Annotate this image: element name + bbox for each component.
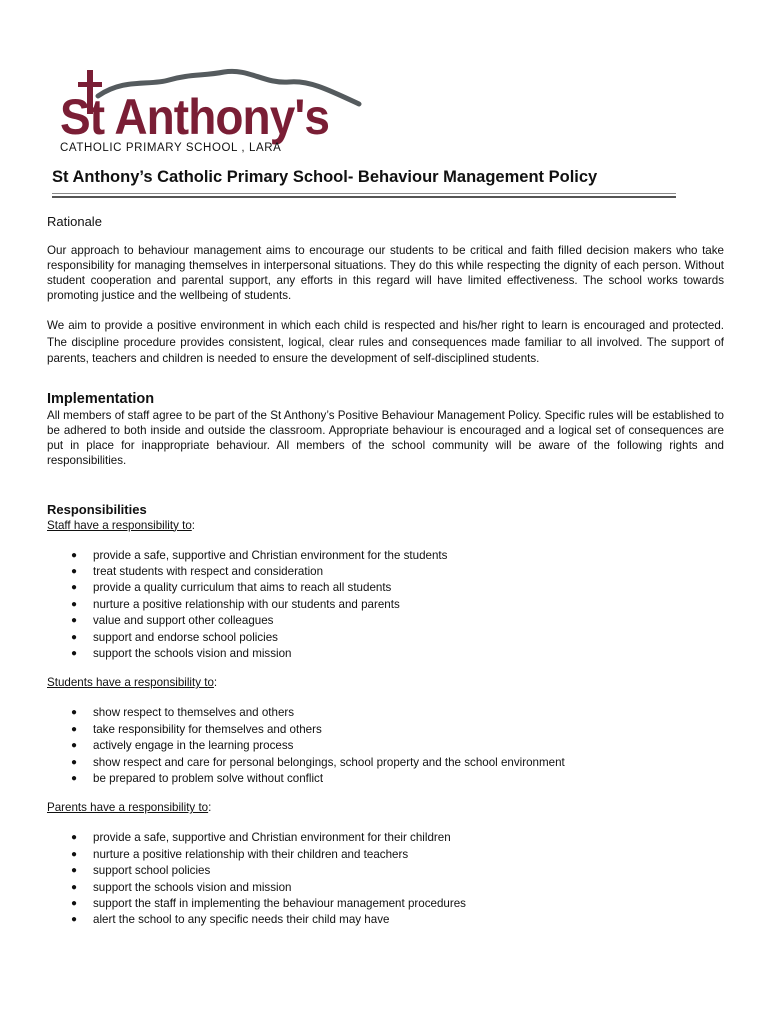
- staff-responsibility-item: [47, 580, 724, 596]
- list-item-text: support and endorse school policies: [93, 630, 278, 644]
- students-responsibility-list: [47, 705, 724, 787]
- list-item-text: take responsibility for themselves and others: [93, 722, 322, 736]
- parents-responsibility-item: [47, 847, 724, 863]
- students-responsibility-item: [47, 771, 724, 787]
- bullet-icon: ●: [71, 756, 78, 768]
- list-item-text: provide a quality curriculum that aims to reach all students: [93, 581, 392, 595]
- students-responsibility-item: [47, 722, 724, 738]
- list-item-text: alert the school to any specific needs their child may have: [93, 913, 390, 927]
- staff-responsibility-item: [47, 630, 724, 646]
- bullet-icon: ●: [71, 848, 78, 860]
- list-item-text: support school policies: [93, 864, 211, 878]
- logo-wordmark: St Anthony's: [60, 89, 330, 145]
- bullet-icon: ●: [71, 881, 78, 893]
- list-item-text: show respect and care for personal belongings, school property and the school environment: [93, 755, 565, 769]
- document-title: St Anthony’s Catholic Primary School- Behaviour Management Policy: [52, 168, 598, 186]
- list-item-text: provide a safe, supportive and Christian environment for their children: [93, 831, 451, 845]
- title-divider-thick: [52, 196, 676, 198]
- students-responsibility-label: Students have a responsibility to:: [47, 676, 218, 690]
- staff-responsibility-item: [47, 597, 724, 613]
- bullet-icon: ●: [71, 914, 78, 926]
- list-item-text: actively engage in the learning process: [93, 739, 294, 753]
- list-item-text: treat students with respect and consideration: [93, 564, 324, 578]
- rationale-paragraph-1: Our approach to behaviour management aims to encourage our students to be critical and faith filled decision makers who take responsibility for managing themselves in interpersonal situations. They do this while respecting the dignity of each person. Without student cooperation and parental support, any efforts in this regard will have limited effectiveness. The school works towards promoting justice and the wellbeing of students.: [47, 244, 724, 302]
- staff-responsibility-list: [47, 548, 724, 663]
- parents-responsibility-item: [47, 912, 724, 928]
- cross-horizontal: [78, 82, 102, 87]
- bullet-icon: ●: [71, 647, 78, 659]
- document-body: [47, 214, 724, 929]
- staff-responsibility-item: [47, 548, 724, 564]
- school-logo: [54, 66, 374, 156]
- bullet-icon: ●: [71, 707, 78, 719]
- bullet-icon: ●: [71, 565, 78, 577]
- parents-responsibility-label: Parents have a responsibility to:: [47, 801, 212, 815]
- bullet-icon: ●: [71, 598, 78, 610]
- list-item-text: show respect to themselves and others: [93, 706, 295, 720]
- staff-responsibility-label: Staff have a responsibility to:: [47, 518, 196, 532]
- bullet-icon: ●: [71, 631, 78, 643]
- staff-responsibility-item: [47, 646, 724, 662]
- students-responsibility-item: [47, 738, 724, 754]
- list-item-text: be prepared to problem solve without conflict: [93, 771, 324, 785]
- bullet-icon: ●: [71, 549, 78, 561]
- rationale-heading: Rationale: [47, 214, 102, 229]
- parents-responsibility-item: [47, 863, 724, 879]
- bullet-icon: ●: [71, 772, 78, 784]
- students-responsibility-item: [47, 705, 724, 721]
- bullet-icon: ●: [71, 615, 78, 627]
- list-item-text: nurture a positive relationship with their children and teachers: [93, 847, 409, 861]
- list-item-text: provide a safe, supportive and Christian environment for the students: [93, 548, 448, 562]
- list-item-text: support the schools vision and mission: [93, 646, 292, 660]
- list-item-text: support the schools vision and mission: [93, 880, 292, 894]
- responsibilities-heading: Responsibilities: [47, 501, 147, 517]
- staff-responsibility-item: [47, 613, 724, 629]
- bullet-icon: ●: [71, 898, 78, 909]
- bullet-icon: ●: [71, 740, 78, 752]
- title-divider: [52, 193, 676, 194]
- parents-responsibility-item: [47, 830, 724, 846]
- list-item-text: nurture a positive relationship with our students and parents: [93, 597, 400, 611]
- parents-responsibility-list: [47, 830, 724, 928]
- bullet-icon: ●: [71, 865, 78, 877]
- bullet-icon: ●: [71, 582, 78, 594]
- parents-responsibility-item: [47, 880, 724, 896]
- logo-subtitle: CATHOLIC PRIMARY SCHOOL , LARA: [60, 142, 282, 154]
- parents-responsibility-item: [47, 896, 724, 912]
- list-item-text: support the staff in implementing the behaviour management procedures: [93, 897, 466, 910]
- students-responsibility-item: [47, 755, 724, 771]
- list-item-text: value and support other colleagues: [93, 614, 274, 628]
- bullet-icon: ●: [71, 723, 78, 735]
- rationale-paragraph-2: We aim to provide a positive environment in which each child is respected and his/her right to learn is encouraged and protected. The discipline procedure provides consistent, logical, clear rules and consequences made familiar to all involved. The support of parents, teachers and children is needed to ensure the development of self-disciplined students.: [47, 319, 724, 365]
- staff-responsibility-item: [47, 564, 724, 580]
- bullet-icon: ●: [71, 832, 78, 844]
- implementation-heading: Implementation: [47, 390, 155, 407]
- implementation-paragraph: All members of staff agree to be part of the St Anthony’s Positive Behaviour Management Policy. Specific rules will be established to be adhered to both inside and outside the classroom. Appropriate behaviour is encouraged and a logical set of consequences are put in place for inappropriate behaviour. All members of the school community will be aware of the following rights and responsibilities.: [47, 408, 724, 467]
